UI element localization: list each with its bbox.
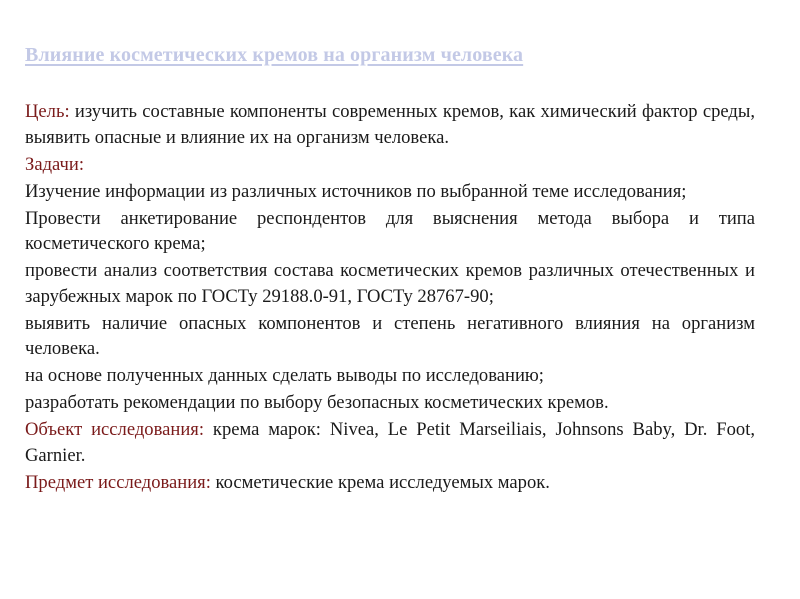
subject-label: Предмет исследования: bbox=[25, 471, 211, 493]
object-paragraph bbox=[25, 417, 755, 468]
object-text: крема марок: Nivea, Le Petit Marseiliais, Johnsons Baby, Dr. Foot, Garnier. bbox=[25, 419, 756, 466]
slide-content bbox=[25, 99, 755, 497]
task-item-5: на основе полученных данных сделать выводы по исследованию; bbox=[25, 365, 544, 386]
goal-paragraph bbox=[25, 99, 755, 150]
goal-label: Цель: bbox=[25, 101, 70, 122]
task-item-6: разработать рекомендации по выбору безопасных косметических кремов. bbox=[25, 392, 609, 413]
goal-text: изучить составные компоненты современных кремов, как химический фактор среды, выявить опасные и влияние их на организм человека. bbox=[25, 101, 755, 148]
tasks-label-paragraph bbox=[25, 152, 755, 178]
subject-text: косметические крема исследуемых марок. bbox=[210, 471, 550, 493]
slide-title: Влияние косметических кремов на организм человека bbox=[25, 44, 524, 66]
object-label: Объект исследования: bbox=[25, 419, 205, 440]
task-item-3: провести анализ соответствия состава косметических кремов различных отечественных и зарубежных марок по ГОСТу 29188.0-91, ГОСТу 28767-90; bbox=[25, 260, 755, 307]
task-item-4: выявить наличие опасных компонентов и степень негативного влияния на организм человека. bbox=[25, 312, 755, 359]
task-item-1: Изучение информации из различных источников по выбранной теме исследования; bbox=[25, 180, 687, 202]
task-item-2: Провести анкетирование респондентов для выяснения метода выбора и типа косметического крема; bbox=[25, 207, 755, 254]
tasks-label: Задачи: bbox=[25, 153, 85, 175]
subject-paragraph bbox=[25, 470, 755, 496]
